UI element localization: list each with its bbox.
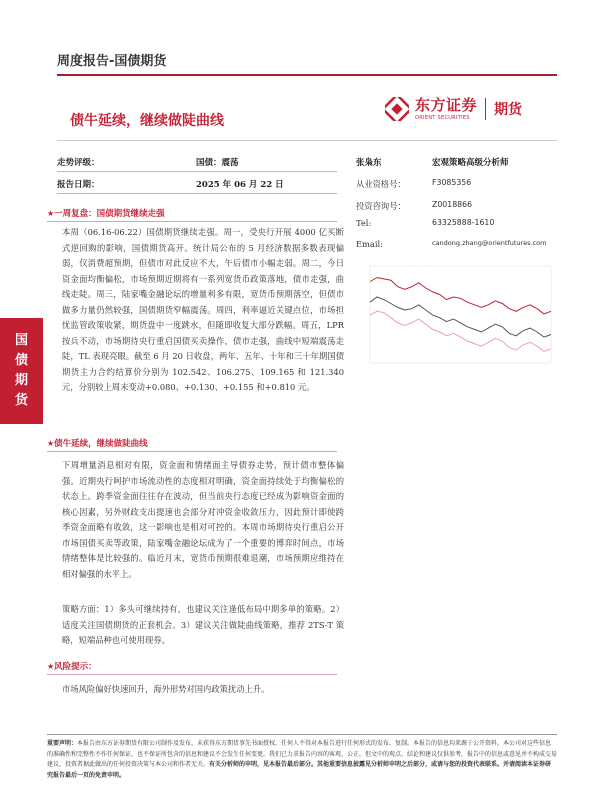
rating-label: 走势评级： [57, 158, 100, 168]
disclaimer-text: 本报告由东方证券期货有限公司制作及发布，未获得东方期货事先书面授权，任何人不得对本报告进行任何形式的发布、复制。本报告的信息均来源于公开资料，本公司对这些信息的准确性和完整性不作任何保证，也不保证所包含的信息和建议不会发生任何变更。我们已力求报告内容的客观、公正，但文中的观点、结论和建议仅供参考，报告中的信息或意见并不构成交易建议，投资者据此做出的任何投资决策与本公司和作者无关。 [47, 740, 558, 768]
header-divider [57, 74, 557, 76]
logo-company-en: ORIENT SECURITIES [415, 114, 470, 121]
company-logo [385, 95, 557, 123]
section-heading-text: 风险提示： [54, 662, 97, 672]
report-type: 周度报告-国债期货 [57, 54, 167, 69]
analyst-row-label: Tel: [356, 218, 372, 228]
paragraph: 市场风险偏好快速回升，海外形势对国内政策扰动上升。 [62, 684, 270, 694]
orient-logo-icon [385, 97, 409, 121]
side-category-tab [0, 318, 43, 424]
footer-divider [47, 734, 557, 735]
paragraph: 下周增量消息相对有限，资金面和情绪面主导债券走势，预计债市整体偏强。近期央行呵护市场流动性的态度相对明确，资金面持续处于均衡偏松的状态上。跨季资金面往往存在波动，但当前央行态度已经成为影响资金面的核心因素，另外财政支出提速也会部分对冲资金收敛压力，因此预计即使跨季资金面略有收敛，这一影响也是相对可控的。本周市场期待央行重启公开市场国债买卖等政策，陆家嘴金融论坛成为了一个重要的博弈时间点，市场情绪整体是比较强的。临近月末，宽货币预期很难退潮，市场预期应维持在相对偏强的水平上。 [62, 460, 344, 579]
page-title: 债牛延续，继续做陡曲线 [70, 113, 224, 129]
analyst-row-label: 投资咨询号： [356, 201, 406, 211]
side-tab-char: 债 [14, 353, 28, 368]
side-tab-char: 货 [14, 393, 28, 408]
disclaimer-lead: 重要声明： [47, 740, 78, 747]
meta-divider [57, 171, 337, 172]
analyst-row-label: Email: [356, 239, 383, 249]
star-icon: ★ [47, 209, 55, 218]
section-heading [47, 207, 165, 219]
analyst-row-value: F3085356 [432, 178, 472, 187]
side-tab-char: 期 [14, 373, 28, 388]
analyst-row-value: Z0018866 [432, 200, 473, 209]
analyst-row-label: 从业资格号： [356, 179, 406, 189]
chart-series-line-2 [370, 311, 551, 351]
date-value: 2025 年 06 月 22 日 [196, 180, 284, 190]
analyst-name: 张枭东 [356, 158, 382, 168]
side-tab-char: 国 [14, 333, 28, 348]
analyst-row-value: 63325888-1610 [432, 218, 495, 227]
yield-chart [362, 258, 557, 373]
section-heading [47, 660, 97, 672]
section-divider [47, 451, 337, 452]
section-divider [47, 221, 337, 222]
chart-frame [370, 266, 551, 363]
title-divider [57, 140, 557, 141]
section-heading-text: 一周复盘：国债期货继续走强 [54, 209, 165, 219]
star-icon: ★ [47, 439, 55, 448]
logo-division: 期货 [494, 102, 523, 118]
section-divider [47, 674, 337, 675]
meta-divider [57, 193, 337, 194]
analyst-title: 宏观策略高级分析师 [432, 158, 509, 168]
logo-company-cn: 东方证券 [415, 95, 478, 114]
section-heading-text: 债牛延续，继续做陡曲线 [54, 439, 148, 449]
chart-series-line-1 [370, 297, 551, 337]
disclaimer-bold-tail: 有关分析师的申明，见本报告最后部分。其他重要信息披露见分析师申明之后部分，或请与您的投资代表联系。并请阅读本证券研究报告最后一页的免责申明。 [47, 761, 552, 779]
rating-value: 国债：震荡 [196, 158, 239, 168]
disclaimer [47, 739, 557, 781]
logo-separator [485, 98, 486, 120]
date-label: 报告日期： [57, 180, 100, 190]
analyst-email: candong.zhang@orientfutures.com [432, 239, 547, 247]
paragraph: 本周（06.16-06.22）国债期货继续走强。周一，受央行开展 4000 亿买断式逆回购的影响，国债期货高开。统计局公布的 5 月经济数据多数表现偏弱，仅消费超预期，但债市对此反应不大，午后债市小幅走弱。周二，今日资金面均衡偏松，市场预期近期将有一系列宽货币政策落地，债市走强，曲线走陡。周三，陆家嘴金融论坛的增量利多有限，宽货币预期落空，但债市做多力量仍然较强，国债期货窄幅震荡。周四，利率逼近关键点位，市场担忧监管政策收紧，期货盘中一度跳水，但随即收复大部分跌幅。周五，LPR 按兵不动，市场期待央行重启国债买卖操作，债市走强，曲线中短端震荡走陡，TL 表现亮眼。截至 6 月 20 日收盘，两年、五年、十年和三十年期国债期货主力合约结算价分别为 102.542、106.275、109.165 和 121.340 元，分别较上周末变动+0.080、+0.130、+0.155 和+0.810 元。 [62, 227, 344, 392]
star-icon: ★ [47, 662, 55, 671]
chart-series-line-0 [370, 278, 551, 314]
section-heading [47, 437, 148, 449]
paragraph: 策略方面：1）多头可继续持有，也建议关注逢低布局中期多单的策略。2）适度关注国债期货的正套机会。3）建议关注做陡曲线策略，推荐 2TS-T 策略，短端品种也可使用现券。 [62, 604, 344, 645]
